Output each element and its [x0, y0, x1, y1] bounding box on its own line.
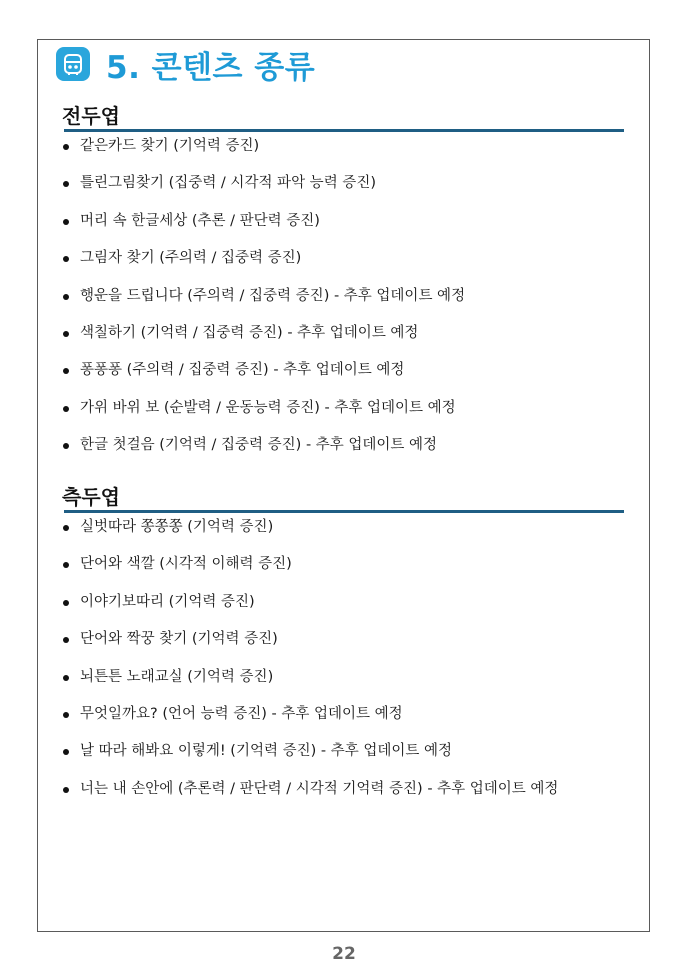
page-header: [56, 44, 315, 84]
content-list: [62, 516, 624, 815]
list-item: 한글 첫걸음 (기억력 / 집중력 증진) - 추후 업데이트 예정: [62, 434, 624, 471]
section-title: 전두엽: [62, 104, 120, 128]
list-item: 그림자 찾기 (주의력 / 집중력 증진): [62, 247, 624, 284]
bullet-icon: [63, 181, 69, 187]
bullet-icon: [63, 787, 69, 793]
bullet-icon: [63, 406, 69, 412]
list-item: 뇌튼튼 노래교실 (기억력 증진): [62, 666, 624, 703]
bullet-icon: [63, 294, 69, 300]
section-temporal-lobe: [62, 484, 624, 815]
section-divider: [64, 510, 624, 513]
section-frontal-lobe: [62, 103, 624, 472]
bullet-icon: [63, 368, 69, 374]
list-item: 무엇일까요? (언어 능력 증진) - 추후 업데이트 예정: [62, 703, 624, 740]
section-divider: [64, 129, 624, 132]
bullet-icon: [63, 219, 69, 225]
bullet-icon: [63, 256, 69, 262]
list-item: 단어와 짝꿍 찾기 (기억력 증진): [62, 628, 624, 665]
bullet-icon: [63, 525, 69, 531]
list-item: 너는 내 손안에 (추론력 / 판단력 / 시각적 기억력 증진) - 추후 업데이트 예정: [62, 778, 624, 815]
list-item: 이야기보따리 (기억력 증진): [62, 591, 624, 628]
bullet-icon: [63, 637, 69, 643]
bullet-icon: [63, 562, 69, 568]
list-item: 틀린그림찾기 (집중력 / 시각적 파악 능력 증진): [62, 172, 624, 209]
list-item: 같은카드 찾기 (기억력 증진): [62, 135, 624, 172]
bullet-icon: [63, 443, 69, 449]
section-title: 측두엽: [62, 485, 120, 509]
page-title: 5. 콘텐츠 종류: [106, 49, 316, 86]
bullet-icon: [63, 712, 69, 718]
list-item: 머리 속 한글세상 (추론 / 판단력 증진): [62, 210, 624, 247]
list-item: 단어와 색깔 (시각적 이해력 증진): [62, 553, 624, 590]
bullet-icon: [63, 144, 69, 150]
content-list: [62, 135, 624, 472]
page-number: 22: [332, 944, 356, 964]
list-item: 행운을 드립니다 (주의력 / 집중력 증진) - 추후 업데이트 예정: [62, 285, 624, 322]
bullet-icon: [63, 749, 69, 755]
list-item: 퐁퐁퐁 (주의력 / 집중력 증진) - 추후 업데이트 예정: [62, 359, 624, 396]
bullet-icon: [63, 675, 69, 681]
list-item: 가위 바위 보 (순발력 / 운동능력 증진) - 추후 업데이트 예정: [62, 397, 624, 434]
list-item: 실벗따라 쫑쫑쫑 (기억력 증진): [62, 516, 624, 553]
bullet-icon: [63, 331, 69, 337]
list-item: 날 따라 해봐요 이렇게! (기억력 증진) - 추후 업데이트 예정: [62, 740, 624, 777]
list-item: 색칠하기 (기억력 / 집중력 증진) - 추후 업데이트 예정: [62, 322, 624, 359]
bullet-icon: [63, 600, 69, 606]
robot-icon: [56, 47, 90, 81]
